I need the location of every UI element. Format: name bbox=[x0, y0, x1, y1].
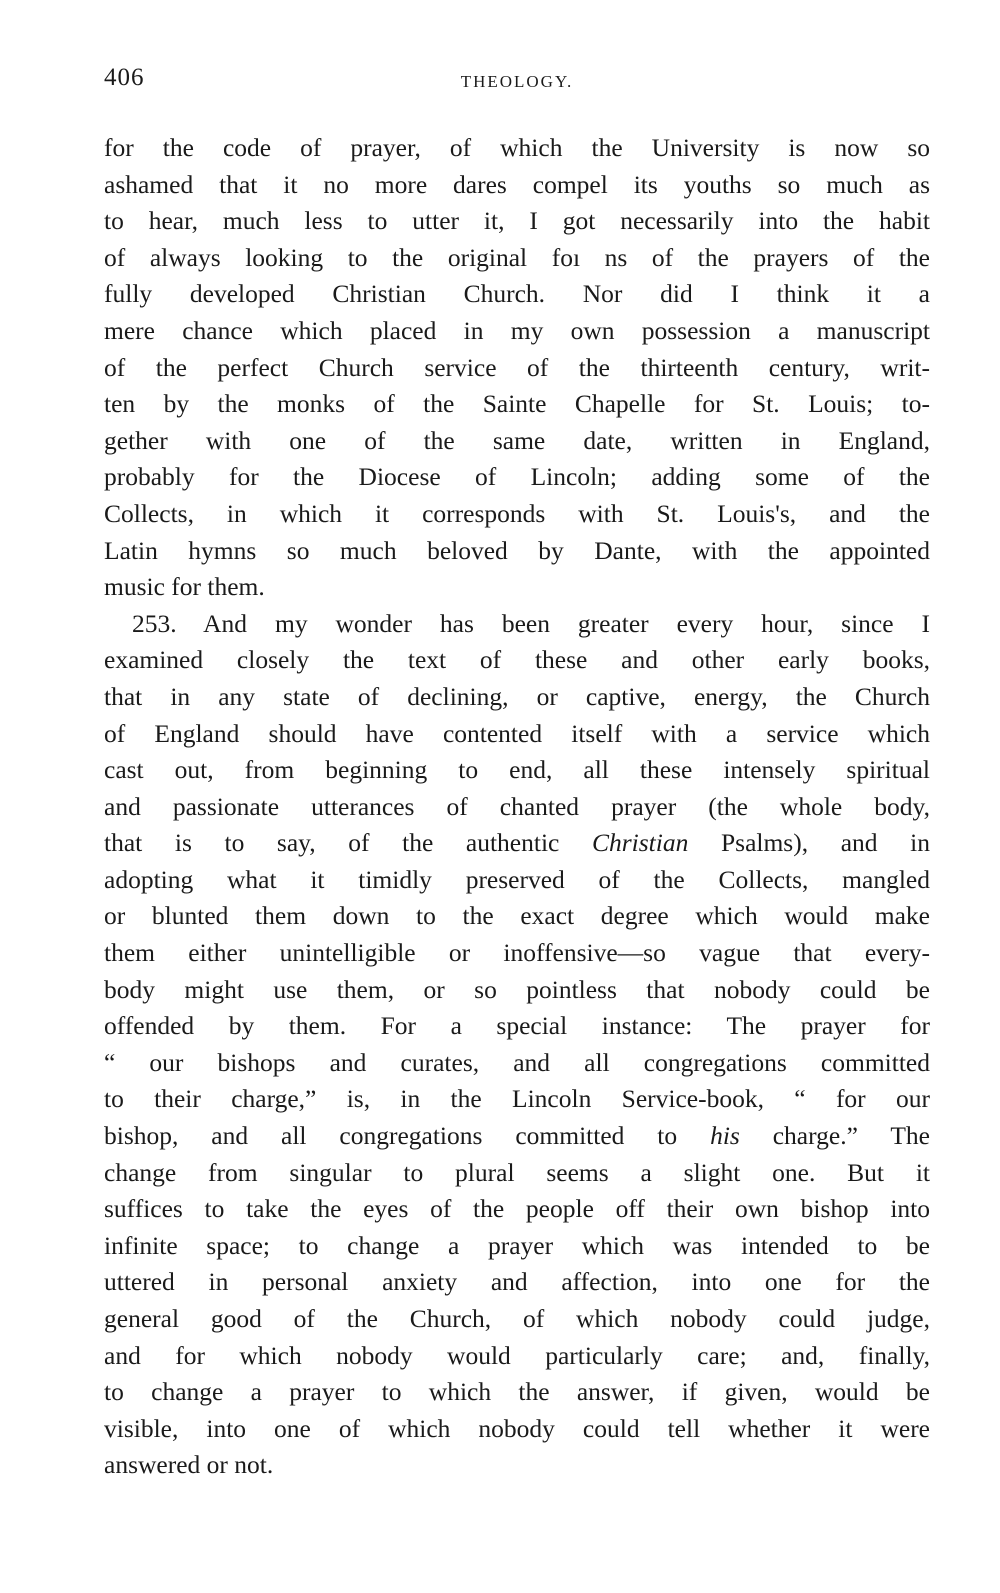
text-line: “ our bishops and curates, and all congregations committed bbox=[104, 1047, 930, 1077]
body-text bbox=[104, 130, 930, 1484]
text-line: to hear, much less to utter it, I got necessarily into the habit bbox=[104, 206, 930, 236]
text-line: mere chance which placed in my own possession a manuscript bbox=[104, 315, 930, 345]
italic-text: his bbox=[710, 1121, 740, 1151]
text-line bbox=[104, 1118, 930, 1155]
text-line: to change a prayer to which the answer, if given, would be bbox=[104, 1377, 930, 1407]
text-line: general good of the Church, of which nobody could judge, bbox=[104, 1304, 930, 1333]
text-segment: Psalms), and in bbox=[688, 828, 930, 858]
italic-text: Christian bbox=[591, 828, 689, 858]
text-segment: charge.” The bbox=[739, 1121, 930, 1151]
text-line: gether with one of the same date, written in England, bbox=[104, 425, 930, 455]
page-number: 406 bbox=[104, 64, 145, 91]
text-line: or blunted them down to the exact degree which would make bbox=[104, 901, 930, 931]
text-line: adopting what it timidly preserved of the Collects, mangled bbox=[104, 864, 930, 894]
paragraph-1 bbox=[104, 130, 930, 606]
text-line bbox=[104, 825, 930, 862]
text-line: of England should have contented itself with a service which bbox=[104, 718, 930, 748]
text-line: music for them. bbox=[104, 572, 265, 602]
text-line: 253. And my wonder has been greater every hour, since I bbox=[132, 608, 930, 638]
text-line: and passionate utterances of chanted prayer (the whole body, bbox=[104, 791, 930, 821]
text-line: fully developed Christian Church. Nor did I think it a bbox=[104, 279, 930, 309]
text-line: to their charge,” is, in the Lincoln Service-book, “ for our bbox=[104, 1084, 930, 1114]
text-line: cast out, from beginning to end, all these intensely spiritual bbox=[104, 755, 930, 785]
text-line: suffices to take the eyes of the people off their own bishop into bbox=[104, 1194, 930, 1224]
text-line: infinite space; to change a prayer which was intended to be bbox=[104, 1230, 930, 1260]
text-line: answered or not. bbox=[104, 1450, 274, 1480]
text-line: of the perfect Church service of the thirteenth century, writ- bbox=[104, 352, 930, 382]
text-segment: that is to say, of the authentic bbox=[104, 828, 592, 858]
page-header bbox=[104, 64, 930, 104]
text-line: them either unintelligible or inoffensive—so vague that every- bbox=[104, 938, 930, 968]
text-line: visible, into one of which nobody could tell whether it were bbox=[104, 1413, 930, 1443]
paragraph-253 bbox=[104, 606, 930, 1484]
running-title: THEOLOGY. bbox=[460, 72, 574, 91]
text-line: Latin hymns so much beloved by Dante, with the appointed bbox=[104, 535, 930, 565]
text-line: uttered in personal anxiety and affection, into one for the bbox=[104, 1267, 930, 1297]
text-line: probably for the Diocese of Lincoln; adding some of the bbox=[104, 462, 930, 492]
text-line: Collects, in which it corresponds with St. Louis's, and the bbox=[104, 498, 930, 528]
text-line: body might use them, or so pointless that nobody could be bbox=[104, 974, 930, 1004]
text-line: that in any state of declining, or captive, energy, the Church bbox=[104, 681, 930, 711]
text-line: for the code of prayer, of which the University is now so bbox=[104, 133, 930, 162]
text-line: and for which nobody would particularly care; and, finally, bbox=[104, 1340, 930, 1370]
text-segment: bishop, and all congregations committed to bbox=[104, 1121, 711, 1151]
text-line: examined closely the text of these and other early books, bbox=[104, 645, 930, 675]
text-line: of always looking to the original foı ns of the prayers of the bbox=[104, 242, 930, 272]
text-line: change from singular to plural seems a slight one. But it bbox=[104, 1157, 930, 1187]
text-line: ashamed that it no more dares compel its youths so much as bbox=[104, 169, 930, 199]
text-line: ten by the monks of the Sainte Chapelle for St. Louis; to- bbox=[104, 389, 930, 419]
text-line: offended by them. For a special instance: The prayer for bbox=[104, 1011, 930, 1041]
